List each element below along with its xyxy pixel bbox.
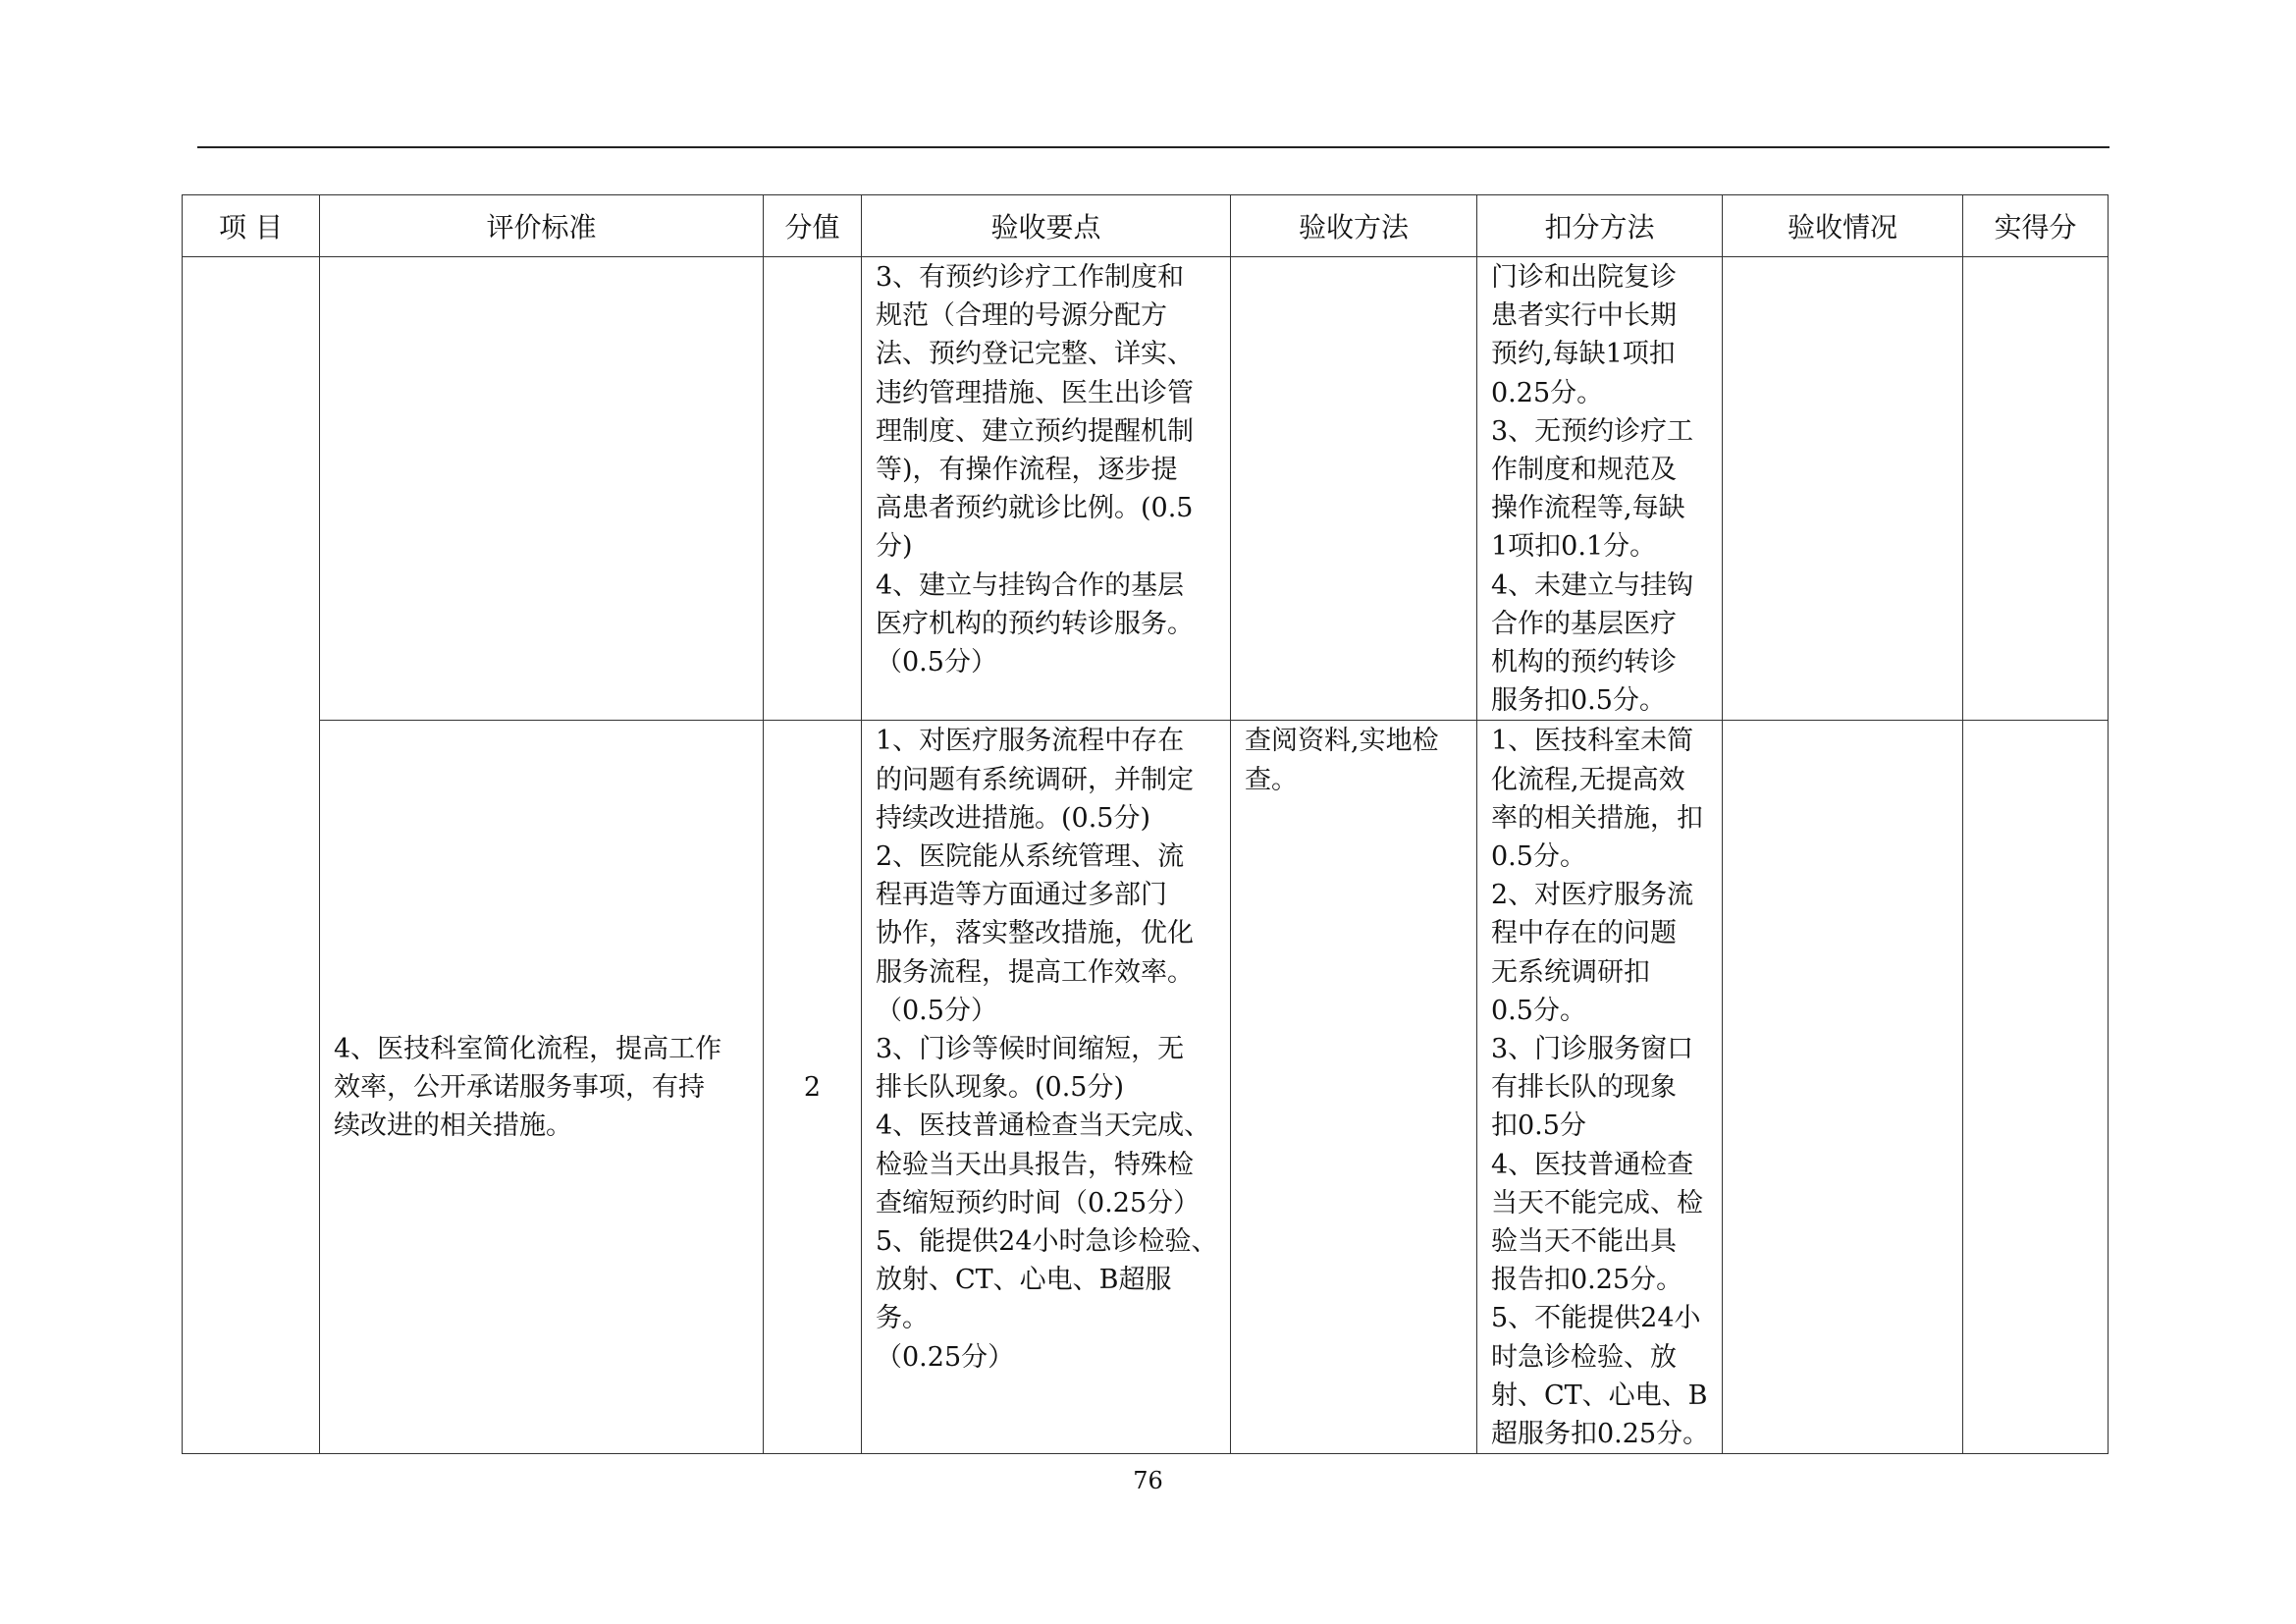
header-actual-score: 实得分 [1963, 195, 2109, 257]
status-cell [1723, 257, 1963, 721]
key-points-cell [862, 721, 1231, 1454]
status-text [1723, 257, 1962, 258]
status-cell [1723, 721, 1963, 1454]
criteria-cell [320, 257, 764, 721]
header-item: 项 目 [183, 195, 320, 257]
key-points-text: 1、对医疗服务流程中存在 的问题有系统调研，并制定 持续改进措施。(0.5分) 2、医院能从系统管理、流 程再造等方面通过多部门 协作，落实整改措施，优化 服务流程，提高工作效率。 （0.5分） 3、门诊等候时间缩短，无 排长队现象。(0.5分) 4、医技普通检查当天完成、 检验当天出具报告，特殊检 查缩短预约时间（0.25分） 5、能提供24小时急诊检验、 放射、CT、心电、B超服务。 （0.25分） [876, 726, 1218, 1373]
score-cell [764, 257, 862, 721]
table-row [183, 257, 2109, 721]
method-cell [1231, 721, 1477, 1454]
header-deduction: 扣分方法 [1477, 195, 1723, 257]
deduction-text: 1、医技科室未简 化流程,无提高效 率的相关措施，扣 0.5分。 2、对医疗服务流 程中存在的问题 无系统调研扣 0.5分。 3、门诊服务窗口 有排长队的现象 扣0.5分 4、医技普通检查 当天不能完成、检 验当天不能出具 报告扣0.25分。 5、不能提供24小 时急诊检验、放 射、CT、心电、B 超服务扣0.25分。 [1491, 726, 1710, 1450]
method-cell [1231, 257, 1477, 721]
header-key-points: 验收要点 [862, 195, 1231, 257]
actual-score-text [1963, 721, 2108, 722]
criteria-cell [320, 721, 764, 1454]
key-points-cell [862, 257, 1231, 721]
item-text [183, 257, 319, 258]
deduction-cell [1477, 721, 1723, 1454]
deduction-text: 门诊和出院复诊 患者实行中长期 预约,每缺1项扣 0.25分。 3、无预约诊疗工 作制度和规范及 操作流程等,每缺 1项扣0.1分。 4、未建立与挂钩 合作的基层医疗 机构的预约转诊 服务扣0.5分。 [1491, 262, 1694, 717]
criteria-text: 4、医技科室简化流程，提高工作 效率，公开承诺服务事项，有持 续改进的相关措施。 [334, 1033, 722, 1141]
header-method: 验收方法 [1231, 195, 1477, 257]
evaluation-table [182, 194, 2109, 1454]
actual-score-cell [1963, 257, 2109, 721]
key-points-text: 3、有预约诊疗工作制度和 规范（合理的号源分配方 法、预约登记完整、详实、 违约管理措施、医生出诊管 理制度、建立预约提醒机制 等)，有操作流程，逐步提 高患者预约就诊比例。(0.5 分) 4、建立与挂钩合作的基层 医疗机构的预约转诊服务。 （0.5分） [876, 262, 1194, 678]
score-text: 2 [803, 1071, 822, 1103]
page-number: 76 [1133, 1467, 1163, 1494]
method-text [1231, 257, 1476, 258]
header-score: 分值 [764, 195, 862, 257]
header-row [183, 195, 2109, 257]
actual-score-cell [1963, 721, 2109, 1454]
table-row [183, 721, 2109, 1454]
method-text: 查阅资料,实地检 查。 [1245, 726, 1439, 795]
item-cell [183, 257, 320, 1454]
status-text [1723, 721, 1962, 722]
header-criteria: 评价标准 [320, 195, 764, 257]
deduction-cell [1477, 257, 1723, 721]
header-status: 验收情况 [1723, 195, 1963, 257]
header-rule [197, 146, 2109, 148]
actual-score-text [1963, 257, 2108, 258]
criteria-text [320, 257, 763, 258]
score-cell [764, 721, 862, 1454]
